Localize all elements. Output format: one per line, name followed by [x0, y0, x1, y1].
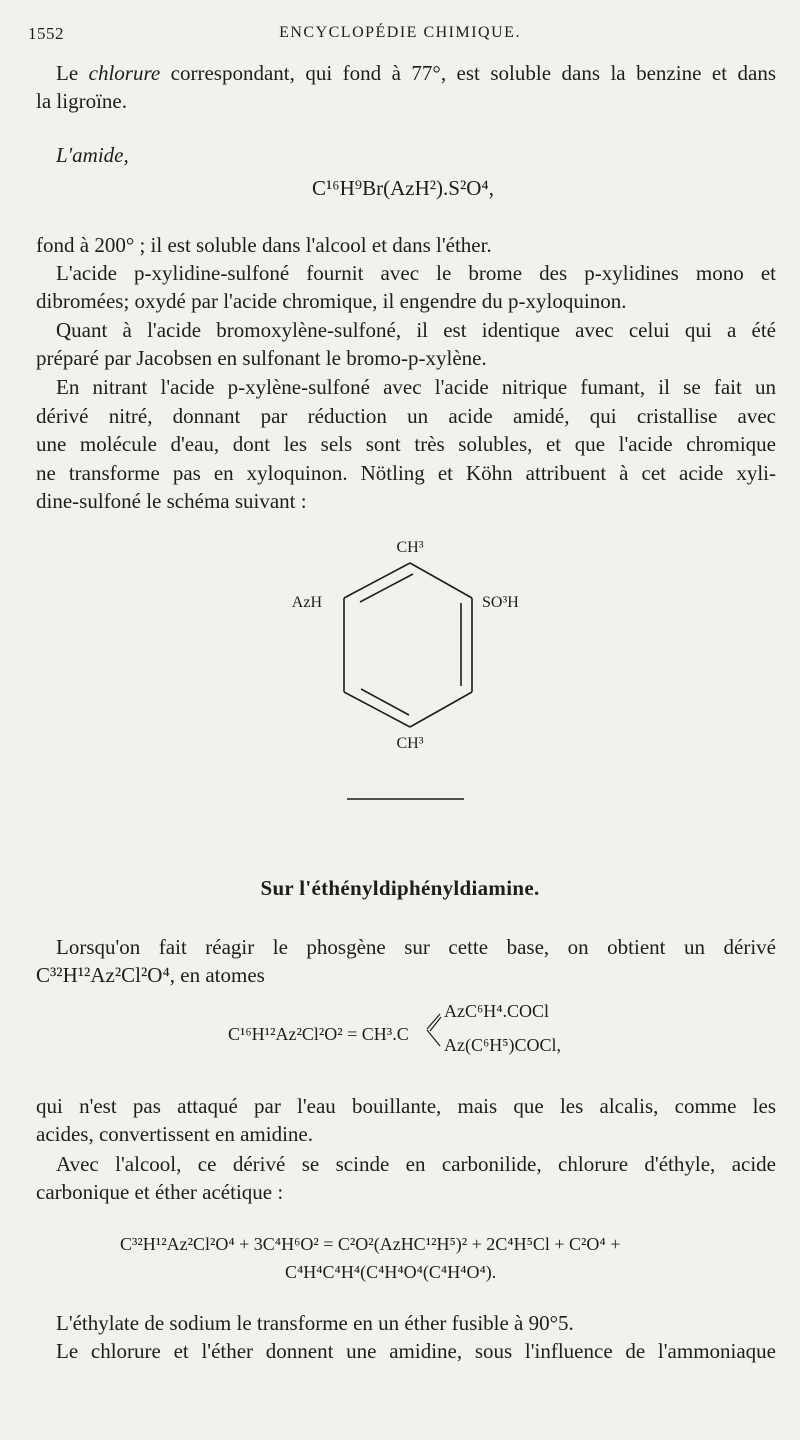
branch-line-lower: [427, 1030, 440, 1046]
text-line: carbonique et éther acétique :: [36, 1180, 284, 1204]
text-line: C³²H¹²Az²Cl²O⁴, en atomes: [36, 963, 265, 987]
formula-left: C¹⁶H¹²Az²Cl²O² = CH³.C: [228, 1024, 409, 1044]
ring-bond: [410, 692, 472, 727]
formula-line: C¹⁶H⁹Br(AzH²).S²O⁴,: [312, 176, 495, 200]
text-line: dibromées; oxydé par l'acide chromique, il engendre du p-xyloquinon.: [36, 289, 627, 313]
equation-line-1: C³²H¹²Az²Cl²O⁴ + 3C⁴H⁶O² = C²O²(AzHC¹²H⁵)² + 2C⁴H⁵Cl + C²O⁴ +: [120, 1234, 621, 1254]
text-line: fond à 200° ; il est soluble dans l'alcool et dans l'éther.: [36, 233, 492, 257]
text-line: L'éthylate de sodium le transforme en un éther fusible à 90°5.: [56, 1311, 574, 1335]
text-line: ne transforme pas en xyloquinon. Nötling et Köhn attribuent à cet acide xyli-: [36, 461, 776, 485]
text-line: acides, convertissent en amidine.: [36, 1122, 313, 1146]
branch-bracket: [426, 1006, 442, 1052]
ring-bond: [410, 563, 472, 598]
formula-branch-top: AzC⁶H⁴.COCl: [444, 1001, 550, 1021]
running-title: ENCYCLOPÉDIE CHIMIQUE.: [279, 24, 521, 41]
text-line: dérivé nitré, donnant par réduction un acide amidé, qui cristallise avec: [36, 404, 776, 428]
text-line: En nitrant l'acide p-xylène-sulfoné avec l'acide nitrique fumant, il se fait un: [56, 375, 776, 399]
text-line: dine-sulfoné le schéma suivant :: [36, 489, 307, 513]
text-line: L'acide p-xylidine-sulfoné fournit avec le brome des p-xylidines mono et: [56, 261, 776, 285]
substituent-left-label: AzH: [291, 594, 322, 611]
text-line: Avec l'alcool, ce dérivé se scinde en carbonilide, chlorure d'éthyle, acide: [56, 1152, 776, 1176]
page-number: 1552: [28, 24, 64, 43]
italic-run: chlorure: [88, 61, 161, 85]
text-line: Quant à l'acide bromoxylène-sulfoné, il est identique avec celui qui a été: [56, 318, 776, 342]
ring-inner-bond: [360, 574, 413, 602]
text-line: préparé par Jacobsen en sulfonant le bromo-p-xylène.: [36, 346, 487, 370]
section-heading: Sur l'éthényldiphényldiamine.: [260, 876, 540, 900]
substituent-top-label: CH³: [396, 539, 424, 556]
substituent-bottom-label: CH³: [396, 735, 424, 752]
equation-line-2: C⁴H⁴C⁴H⁴(C⁴H⁴O⁴(C⁴H⁴O⁴).: [285, 1262, 497, 1282]
text-line: Le chlorure et l'éther donnent une amidine, sous l'influence de l'ammoniaque: [56, 1339, 776, 1363]
text-line: une molécule d'eau, dont les sels sont très solubles, et que l'acide chromique: [36, 432, 776, 456]
text-line: qui n'est pas attaqué par l'eau bouillante, mais que les alcalis, comme les: [36, 1094, 776, 1118]
text-run: Le: [56, 61, 89, 85]
italic-run: L'amide,: [56, 143, 129, 167]
formula-branch-bottom: Az(C⁶H⁵)COCl,: [444, 1035, 562, 1055]
substituent-right-label: SO³H: [482, 594, 519, 611]
text-run: correspondant, qui fond à 77°, est soluble dans la benzine et dans: [160, 61, 776, 85]
text-line: la ligroïne.: [36, 89, 127, 113]
text-line: Lorsqu'on fait réagir le phosgène sur cette base, on obtient un dérivé: [56, 935, 776, 959]
ring-inner-bond: [361, 689, 409, 715]
